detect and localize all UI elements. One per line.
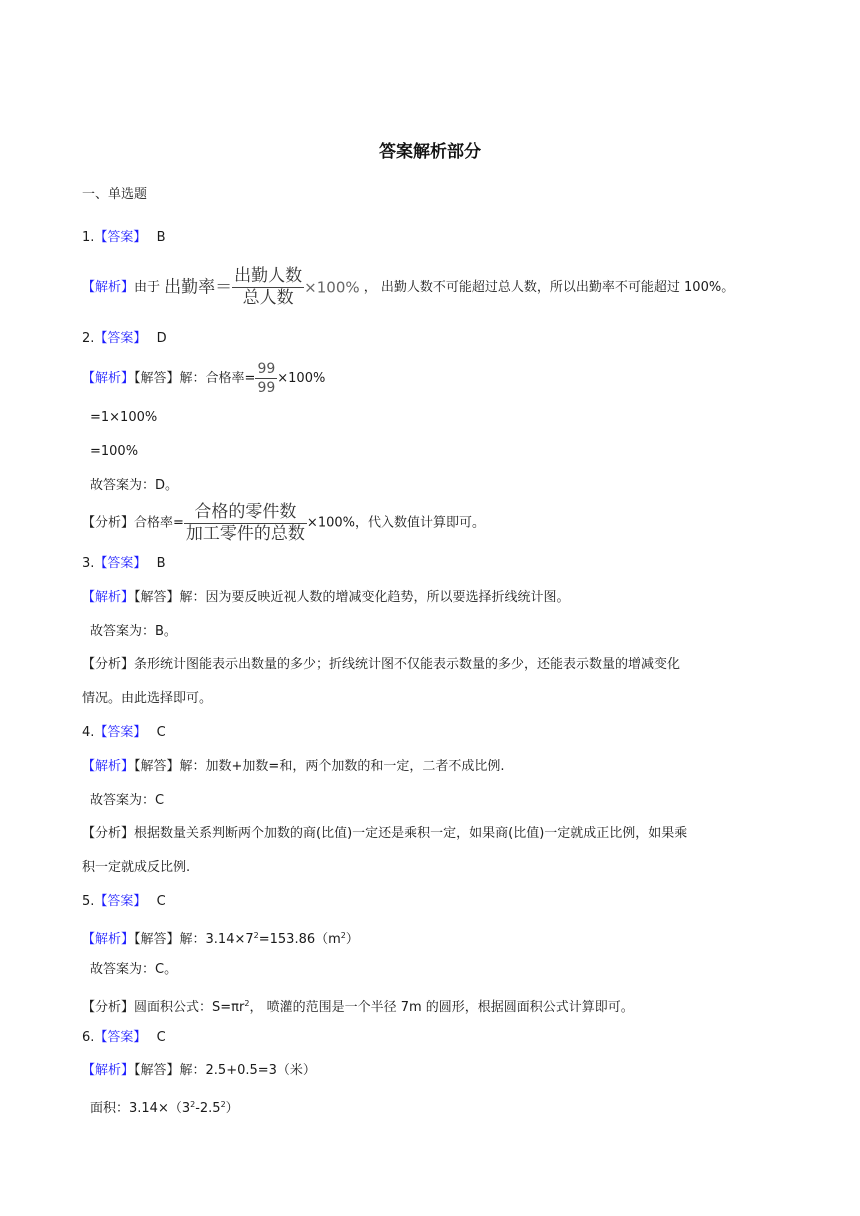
answer-label: 【答案】 bbox=[94, 230, 147, 245]
exponent: 2 bbox=[244, 999, 250, 1008]
answer-value: B bbox=[156, 556, 166, 571]
analysis-text: 根据数量关系判断两个加数的商(比值)一定还是乘积一定，如果商(比值)一定就成正比例，如果乘 bbox=[134, 826, 688, 841]
formula-lhs: 出勤率＝ bbox=[164, 277, 233, 298]
question-number: 4. bbox=[82, 725, 95, 740]
answer-label: 【答案】 bbox=[94, 1030, 147, 1045]
q3-analysis-cont: 情况。由此选择即可。 bbox=[82, 691, 213, 706]
area-text: 面积：3.14×（3 bbox=[90, 1101, 191, 1116]
solution-prefix: 解：合格率= bbox=[179, 371, 256, 386]
formula-denominator: 加工零件的总数 bbox=[185, 524, 305, 544]
solution-label: 【解答】 bbox=[134, 759, 180, 774]
q5-answer-line bbox=[82, 893, 166, 911]
exponent: 2 bbox=[253, 931, 259, 940]
q6-area bbox=[90, 1096, 239, 1118]
q4-analysis-cont: 积一定就成反比例. bbox=[82, 860, 191, 875]
analysis-text: ， 喷灌的范围是一个半径 7m 的圆形，根据圆面积公式计算即可。 bbox=[249, 1000, 634, 1015]
q5-explanation bbox=[82, 927, 359, 949]
solution-label: 【解答】 bbox=[134, 371, 180, 386]
q1-explanation bbox=[82, 268, 734, 307]
q2-step-2: =100% bbox=[90, 444, 139, 459]
q3-explanation bbox=[82, 589, 570, 607]
question-number: 5. bbox=[82, 894, 95, 909]
fraction-numerator: 99 bbox=[257, 361, 276, 377]
q5-analysis bbox=[82, 995, 634, 1017]
formula-tail: ×100% bbox=[304, 278, 360, 297]
formula-numerator: 合格的零件数 bbox=[184, 504, 307, 524]
q4-explanation bbox=[82, 758, 504, 776]
solution-label: 【解答】 bbox=[134, 1063, 180, 1078]
q3-analysis bbox=[82, 656, 680, 674]
analysis-text: 圆面积公式：S=πr bbox=[134, 1000, 245, 1015]
solution-suffix: ×100% bbox=[277, 371, 326, 386]
solution-text: 解：因为要反映近视人数的增减变化趋势，所以要选择折线统计图。 bbox=[179, 590, 570, 605]
solution-label: 【解答】 bbox=[134, 590, 180, 605]
answer-label: 【答案】 bbox=[94, 556, 147, 571]
formula-numerator: 出勤人数 bbox=[234, 266, 303, 286]
q1-answer-line bbox=[82, 229, 165, 247]
solution-text: 解：加数+加数=和，两个加数的和一定，二者不成比例. bbox=[179, 759, 505, 774]
fenxi-label: 【分析】 bbox=[82, 657, 135, 672]
q2-step-1: =1×100% bbox=[90, 410, 158, 425]
analysis-text: 条形统计图能表示出数量的多少；折线统计图不仅能表示数量的多少，还能表示数量的增减变化 bbox=[134, 657, 681, 672]
q4-conclusion: 故答案为：C bbox=[90, 793, 165, 808]
q4-answer-line bbox=[82, 724, 166, 742]
answer-value: D bbox=[156, 331, 167, 346]
question-number: 2. bbox=[82, 331, 95, 346]
solution-text: =153.86（m bbox=[258, 932, 341, 947]
q2-answer-line bbox=[82, 330, 167, 348]
answer-label: 【答案】 bbox=[94, 894, 147, 909]
q6-explanation bbox=[82, 1062, 316, 1080]
q6-answer-line bbox=[82, 1029, 166, 1047]
fenxi-label: 【分析】 bbox=[82, 1000, 135, 1015]
question-number: 6. bbox=[82, 1030, 95, 1045]
q2-explanation bbox=[82, 362, 325, 395]
q4-analysis bbox=[82, 825, 687, 843]
q2-conclusion: 故答案为：D。 bbox=[90, 478, 179, 493]
area-text: -2.5 bbox=[195, 1101, 221, 1116]
explanation-text: ， 出勤人数不可能超过总人数，所以出勤率不可能超过 100%。 bbox=[363, 280, 735, 295]
section-heading: 一、单选题 bbox=[82, 187, 148, 202]
question-number: 3. bbox=[82, 556, 95, 571]
exponent: 2 bbox=[190, 1100, 196, 1109]
answer-label: 【答案】 bbox=[94, 725, 147, 740]
answer-value: C bbox=[156, 1030, 166, 1045]
fraction-denominator: 99 bbox=[257, 380, 276, 396]
formula-denominator: 总人数 bbox=[242, 288, 294, 308]
analysis-label: 【解析】 bbox=[82, 371, 135, 386]
explanation-prefix: 由于 bbox=[134, 280, 161, 295]
question-number: 1. bbox=[82, 230, 95, 245]
area-text: ） bbox=[225, 1101, 239, 1116]
analysis-suffix: ×100%，代入数值计算即可。 bbox=[306, 515, 485, 531]
fenxi-label: 【分析】 bbox=[82, 826, 135, 841]
analysis-prefix: 合格率= bbox=[134, 515, 184, 531]
analysis-label: 【解析】 bbox=[82, 1063, 135, 1078]
formula-fraction bbox=[232, 268, 304, 307]
q3-answer-line bbox=[82, 555, 165, 573]
pass-rate-formula bbox=[184, 504, 307, 543]
attendance-formula bbox=[164, 268, 359, 307]
answer-value: B bbox=[156, 230, 166, 245]
q2-analysis bbox=[82, 504, 485, 543]
analysis-label: 【解析】 bbox=[82, 590, 135, 605]
analysis-label: 【解析】 bbox=[82, 932, 135, 947]
q5-conclusion: 故答案为：C。 bbox=[90, 962, 178, 977]
solution-label: 【解答】 bbox=[134, 932, 180, 947]
fenxi-label: 【分析】 bbox=[82, 515, 135, 531]
answer-value: C bbox=[156, 894, 166, 909]
answer-label: 【答案】 bbox=[94, 331, 147, 346]
solution-text: 解：2.5+0.5=3（米） bbox=[179, 1063, 316, 1078]
solution-text: 解：3.14×7 bbox=[179, 932, 254, 947]
exponent: 2 bbox=[340, 931, 346, 940]
pass-rate-fraction bbox=[255, 362, 277, 395]
answer-value: C bbox=[156, 725, 166, 740]
exponent: 2 bbox=[220, 1100, 226, 1109]
q3-conclusion: 故答案为：B。 bbox=[90, 624, 177, 639]
page-title: 答案解析部分 bbox=[379, 142, 481, 162]
analysis-label: 【解析】 bbox=[82, 759, 135, 774]
solution-text: ） bbox=[345, 932, 359, 947]
analysis-label: 【解析】 bbox=[82, 280, 135, 295]
